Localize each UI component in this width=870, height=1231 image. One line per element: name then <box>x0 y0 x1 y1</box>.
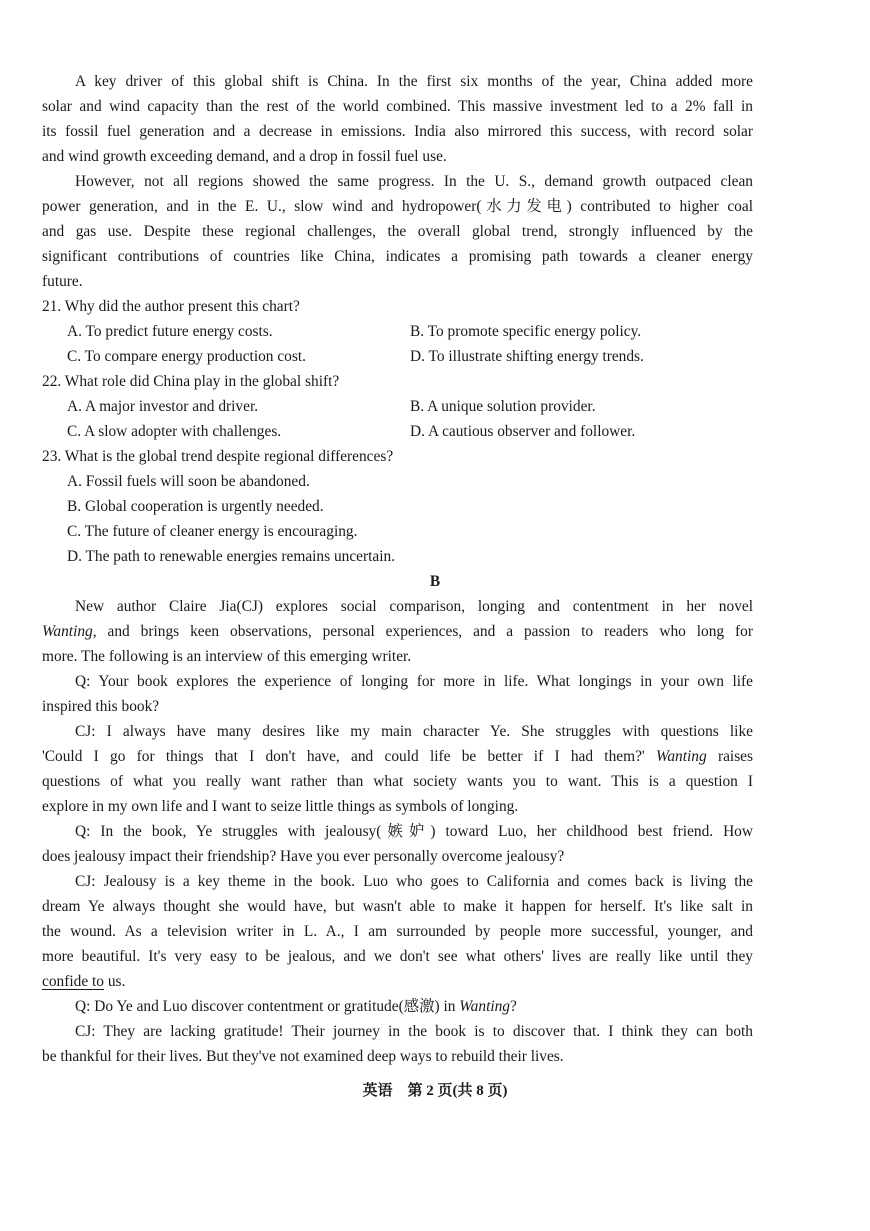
interview-answer <box>42 747 753 767</box>
answer-option: A. To predict future energy costs. <box>67 323 273 340</box>
interview-answer: more beautiful. It's very easy to be jealous, and we don't see what others' lives are really like until they <box>42 948 753 965</box>
line-text: , and brings keen observations, personal experiences, and a passion to readers who long for <box>92 623 753 640</box>
interview-answer: dream Ye always thought she would have, but wasn't able to make it happen for herself. It's like salt in <box>42 898 753 915</box>
interview-answer: the wound. As a television writer in L. A., I am surrounded by people more successful, younger, and <box>42 923 753 940</box>
book-title: Wanting <box>655 748 707 765</box>
line-text: 'Could I go for things that I don't have, and could life be better if I had them?' <box>42 748 656 765</box>
answer-option: C. The future of cleaner energy is encouraging. <box>67 523 358 540</box>
line-text: ? <box>510 998 517 1015</box>
line-text: us. <box>103 973 126 990</box>
interview-answer: CJ: Jealousy is a key theme in the book. Luo who goes to California and comes back is living the <box>75 873 753 890</box>
line-text: Q: Do Ye and Luo discover contentment or gratitude(感激) in <box>75 998 460 1015</box>
interview-question: inspired this book? <box>42 698 160 715</box>
interview-answer: questions of what you really want rather than what society wants you to want. This is a question I <box>42 773 753 790</box>
question-stem: 23. What is the global trend despite regional differences? <box>42 448 394 465</box>
paragraph-line: significant contributions of countries like China, indicates a promising path towards a cleaner energy <box>42 248 753 265</box>
interview-question: Q: Your book explores the experience of longing for more in life. What longings in your own life <box>75 673 753 690</box>
answer-option: D. The path to renewable energies remains uncertain. <box>67 548 396 565</box>
question-stem: 22. What role did China play in the global shift? <box>42 373 340 390</box>
answer-option: C. To compare energy production cost. <box>67 348 306 365</box>
interview-answer: CJ: I always have many desires like my main character Ye. She struggles with questions like <box>75 723 753 740</box>
paragraph-line: solar and wind capacity than the rest of the world combined. This massive investment led to a 2% fall in <box>42 98 753 115</box>
answer-option: B. To promote specific energy policy. <box>410 323 642 340</box>
answer-option: D. A cautious observer and follower. <box>410 423 636 440</box>
paragraph-line <box>42 622 753 642</box>
interview-answer: CJ: They are lacking gratitude! Their journey in the book is to discover that. I think they can both <box>75 1023 753 1040</box>
interview-question: does jealousy impact their friendship? Have you ever personally overcome jealousy? <box>42 848 565 865</box>
interview-question: Q: In the book, Ye struggles with jealousy(嫉妒) toward Luo, her childhood best friend. How <box>75 823 753 840</box>
underlined-phrase: confide to <box>42 973 104 990</box>
answer-option: B. A unique solution provider. <box>410 398 596 415</box>
interview-answer <box>42 972 125 992</box>
paragraph-line: and wind growth exceeding demand, and a drop in fossil fuel use. <box>42 148 447 165</box>
paragraph-line: and gas use. Despite these regional challenges, the overall global trend, strongly influenced by the <box>42 223 753 240</box>
paragraph-line: its fossil fuel generation and a decrease in emissions. India also mirrored this success, with record solar <box>42 123 753 140</box>
paragraph-line: power generation, and in the E. U., slow wind and hydropower(水力发电) contributed to higher coal <box>42 198 753 215</box>
page-footer: 英语 第 2 页(共 8 页) <box>362 1083 508 1099</box>
section-heading: B <box>429 573 441 590</box>
answer-option: A. Fossil fuels will soon be abandoned. <box>67 473 310 490</box>
answer-option: D. To illustrate shifting energy trends. <box>410 348 644 365</box>
book-title: Wanting <box>459 998 511 1015</box>
line-text: raises <box>706 748 754 765</box>
question-stem: 21. Why did the author present this chart? <box>42 298 300 315</box>
answer-option: B. Global cooperation is urgently needed. <box>67 498 324 515</box>
book-title: Wanting <box>42 623 93 640</box>
interview-answer: explore in my own life and I want to seize little things as symbols of longing. <box>42 798 519 815</box>
interview-answer: be thankful for their lives. But they've not examined deep ways to rebuild their lives. <box>42 1048 564 1065</box>
answer-option: A. A major investor and driver. <box>67 398 259 415</box>
paragraph-line: future. <box>42 273 83 290</box>
paragraph-line: more. The following is an interview of this emerging writer. <box>42 648 412 665</box>
interview-question <box>75 997 517 1017</box>
paragraph-line: A key driver of this global shift is China. In the first six months of the year, China added more <box>75 73 753 90</box>
paragraph-line: However, not all regions showed the same progress. In the U. S., demand growth outpaced clean <box>75 173 753 190</box>
paragraph-line: New author Claire Jia(CJ) explores social comparison, longing and contentment in her novel <box>75 598 753 615</box>
answer-option: C. A slow adopter with challenges. <box>67 423 282 440</box>
